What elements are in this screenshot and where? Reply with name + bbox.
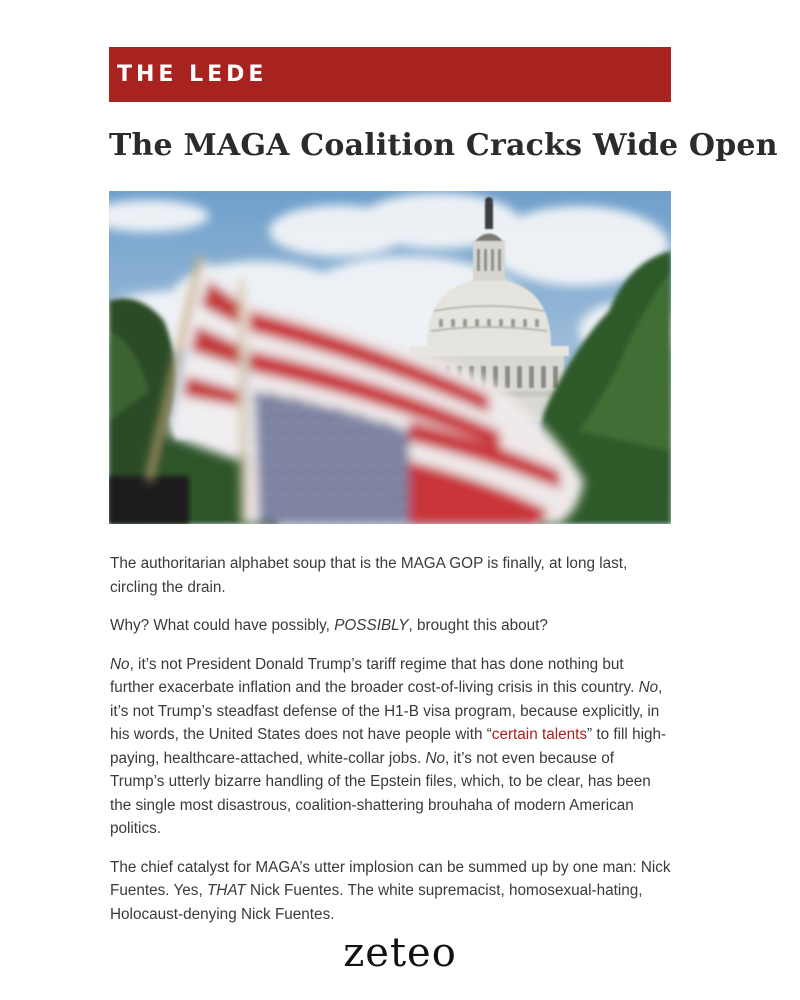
text-run: Nick Fuentes. The white supremacist, homosexual-hating, Holocaust-denying Nick Fuentes. [110,882,643,923]
emphasis-text: POSSIBLY [334,617,409,634]
text-run: ” to fill high-paying, healthcare-attached, white-collar jobs. [110,726,667,767]
hero-image [109,191,671,524]
section-banner [109,47,671,102]
emphasis-text: THAT [206,882,246,899]
paragraph [110,614,672,638]
article-body [110,552,672,941]
text-run: , it’s not Trump’s steadfast defense of the H1-B visa program, because explicitly, in his words, the United States does not have people with “ [110,679,663,743]
paragraph [110,856,672,927]
paragraph [110,653,672,841]
text-run: The chief catalyst for MAGA’s utter implosion can be summed up by one man: Nick Fuentes. Yes, [110,858,671,899]
capitol-flag-photo-icon [109,191,671,524]
text-run: Why? What could have possibly, [110,617,335,634]
certain-talents-link[interactable]: certain talents [491,726,588,743]
article-headline: The MAGA Coalition Cracks Wide Open [109,128,778,163]
emphasis-text: No [110,655,130,673]
section-label: THE LEDE [117,62,268,87]
paragraph: The authoritarian alphabet soup that is the MAGA GOP is finally, at long last, circling the drain. [110,555,628,596]
emphasis-text: No [425,749,446,767]
zeteo-logo[interactable]: zeteo [343,930,457,976]
emphasis-text: No [638,679,659,696]
text-run: , it’s not President Donald Trump’s tariff regime that has done nothing but further exacerbate inflation and the broader cost-of-living crisis in this country. [110,655,639,696]
text-run: , it’s not even because of Trump’s utterly bizarre handling of the Epstein files, which, to be clear, has been the single most disastrous, coalition-shattering brouhaha of modern American politics. [110,749,651,837]
text-run: , brought this about? [408,617,548,634]
